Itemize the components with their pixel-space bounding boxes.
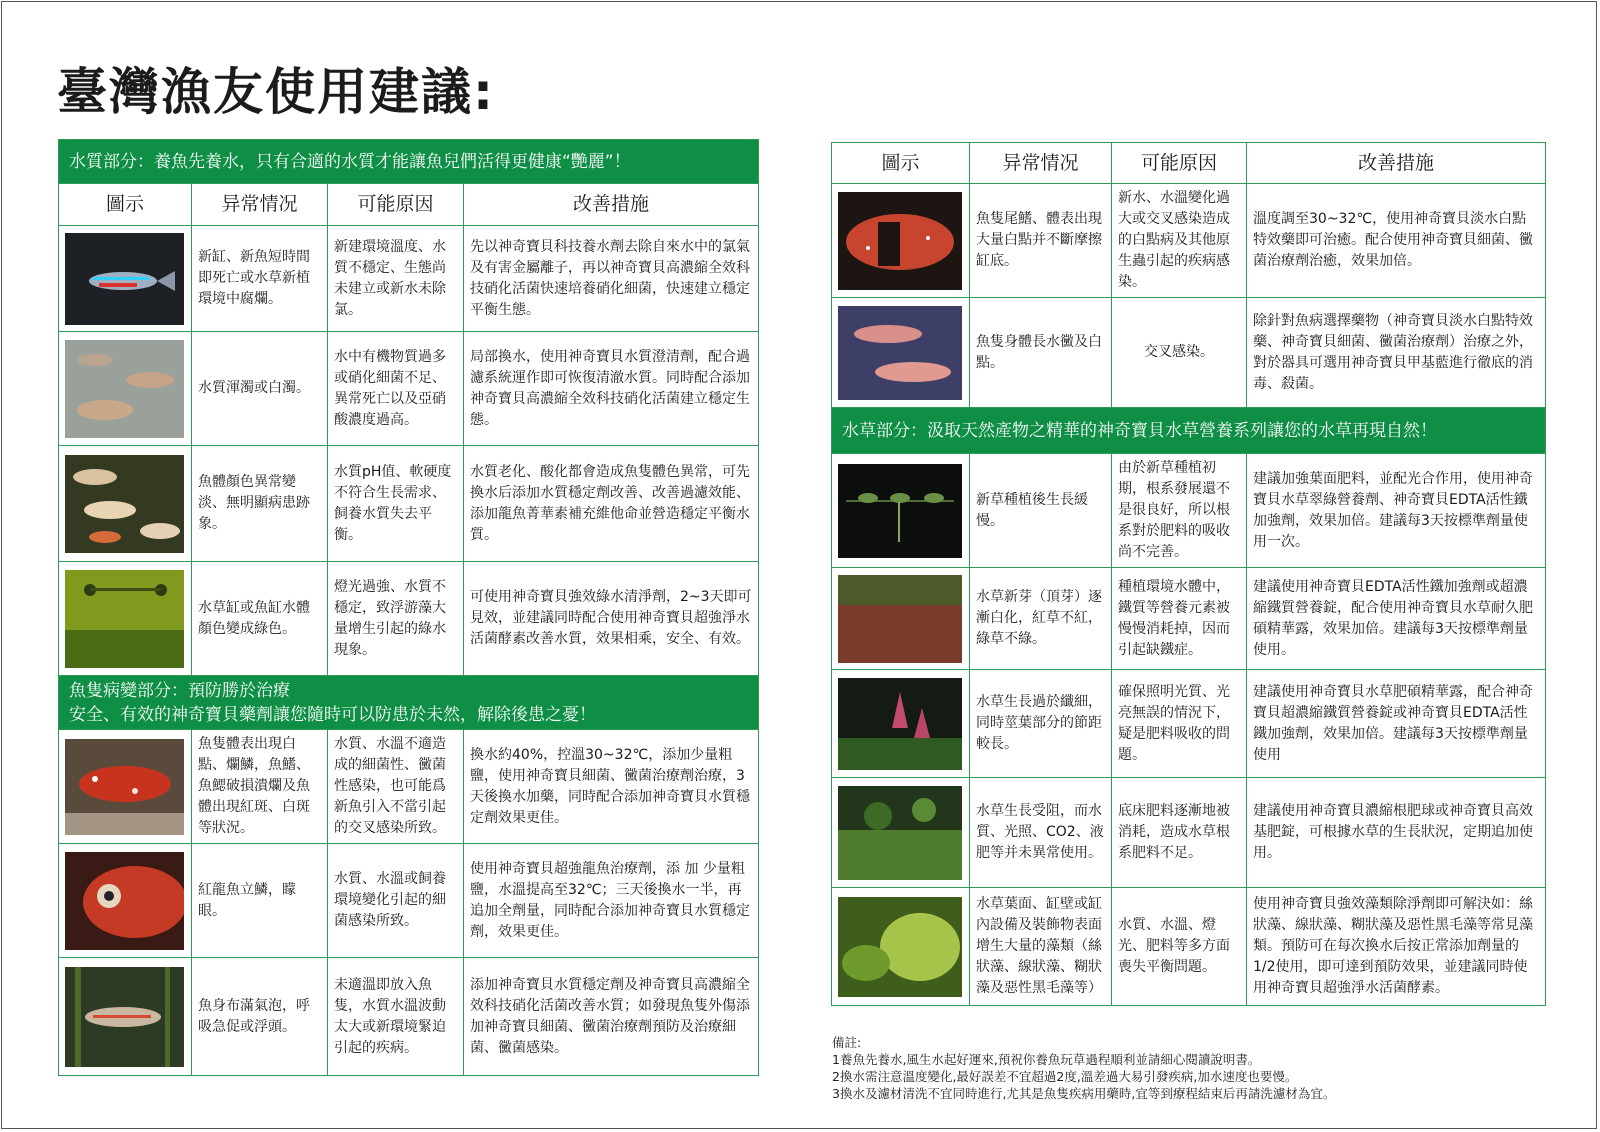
header-image: 圖示 [59, 184, 192, 226]
issue-text: 水草葉面、缸壁或缸內設備及裝飾物表面增生大量的藻類（絲狀藻、線狀藻、糊狀藻及惡性黑毛藻等） [970, 888, 1112, 1006]
header-issue: 异常情况 [970, 143, 1112, 184]
cause-text: 水質、水溫不適造成的細菌性、黴菌性感染，也可能爲新魚引入不當引起的交叉感染所致。 [328, 730, 464, 844]
table-row [832, 454, 1546, 568]
notes [832, 1034, 1572, 1102]
issue-text: 水草生長過於纖細，同時莖葉部分的節距較長。 [970, 670, 1112, 778]
table-row [59, 562, 759, 676]
cause-text: 水中有機物質過多或硝化細菌不足、異常死亡以及亞硝酸濃度過高。 [328, 332, 464, 446]
left-table [58, 139, 759, 1076]
table-row [59, 730, 759, 844]
table-row [59, 226, 759, 332]
plant-section-title: 水草部分：汲取天然產物之精華的神奇寶貝水草營養系列讓您的水草再現自然！ [832, 408, 1546, 454]
fix-text: 建議使用神奇寶貝EDTA活性鐵加強劑或超濃縮鐵質營養錠，配合使用神奇寶貝水草耐久肥碩精華露，效果加倍。建議每3天按標準劑量使用。 [1247, 568, 1546, 670]
header-issue: 异常情况 [192, 184, 328, 226]
table-row [59, 332, 759, 446]
issue-text: 水草新芽（頂芽）逐漸白化，紅草不紅，綠草不綠。 [970, 568, 1112, 670]
right-table [831, 142, 1546, 1006]
cause-text: 底床肥料逐漸地被消耗，造成水草根系肥料不足。 [1112, 778, 1247, 888]
header-fix: 改善措施 [464, 184, 759, 226]
fungus-fish-photo [832, 298, 970, 408]
fix-text: 水質老化、酸化都會造成魚隻體色異常，可先換水后添加水質穩定劑改善、改善過濾效能、添加龍魚菁華素補充維他命並營造穩定平衡水質。 [464, 446, 759, 562]
header-cause: 可能原因 [1112, 143, 1247, 184]
cause-text: 燈光過強、水質不穩定，致浮游藻大量增生引起的綠水現象。 [328, 562, 464, 676]
issue-text: 新缸、新魚短時間即死亡或水草新植環境中腐爛。 [192, 226, 328, 332]
table-row [59, 844, 759, 958]
cause-text: 種植環境水體中，鐵質等營養元素被慢慢消耗掉，因而引起缺鐵症。 [1112, 568, 1247, 670]
fix-text: 溫度調至30~32℃，使用神奇寶貝淡水白點特效藥即可治癒。配合使用神奇寶貝細菌、黴菌治療劑治癒，效果加倍。 [1247, 184, 1546, 298]
fix-text: 使用神奇寶貝超強龍魚治療劑，添 加 少量粗鹽，水溫提高至32℃；三天後換水一半，再追加全劑量，同時配合添加神奇寶貝水質穩定劑，效果更佳。 [464, 844, 759, 958]
disease-section-line1: 魚隻病變部分：預防勝於治療 [69, 680, 290, 701]
issue-text: 魚隻尾鰭、體表出現大量白點并不斷摩擦缸底。 [970, 184, 1112, 298]
table-row [832, 184, 1546, 298]
table-row [832, 888, 1546, 1006]
stunted-plant-photo [832, 778, 970, 888]
new-plant-photo [832, 454, 970, 568]
cloudy-water-photo [59, 332, 192, 446]
note-item: 3換水及濾材清洗不宜同時進行,尤其是魚隻疾病用藥時,宜等到療程結束后再請洗濾材為宜。 [832, 1086, 1336, 1101]
disease-section-title [59, 676, 759, 730]
fix-text: 添加神奇寶貝水質穩定劑及神奇寶貝高濃縮全效科技硝化活菌改善水質；如發現魚隻外傷添加神奇寶貝細菌、黴菌治療劑預防及治療細菌、黴菌感染。 [464, 958, 759, 1076]
fix-text: 建議使用神奇寶貝水草肥碩精華露，配合神奇寶貝超濃縮鐵質營養錠或神奇寶貝EDTA活性鐵加強劑，效果加倍。建議每3天按標準劑量使用 [1247, 670, 1546, 778]
table-row [832, 670, 1546, 778]
fix-text: 建議加強葉面肥料，並配光合作用，使用神奇寶貝水草翠綠營養劑、神奇寶貝EDTA活性鐵加強劑，效果加倍。建議每3天按標準劑量使用一次。 [1247, 454, 1546, 568]
issue-text: 水草生長受阻，而水質、光照、CO2、液肥等并未異常使用。 [970, 778, 1112, 888]
bubble-fish-photo [59, 958, 192, 1076]
issue-text: 紅龍魚立鱗，矇眼。 [192, 844, 328, 958]
cause-text: 確保照明光質、光亮無誤的情況下，疑是肥料吸收的問題。 [1112, 670, 1247, 778]
algae-photo [832, 888, 970, 1006]
cause-text: 水質pH值、軟硬度不符合生長需求、飼養水質失去平衡。 [328, 446, 464, 562]
cause-text: 由於新草種植初期，根系發展還不是很良好，所以根系對於肥料的吸收尚不完善。 [1112, 454, 1247, 568]
issue-text: 魚隻體表出現白點、爛鱗，魚鰭、魚鰓破損潰爛及魚體出現紅斑、白斑等狀況。 [192, 730, 328, 844]
table-row [59, 958, 759, 1076]
slender-plant-photo [832, 670, 970, 778]
fish-photo [59, 226, 192, 332]
red-arowana-photo [59, 844, 192, 958]
issue-text: 水質渾濁或白濁。 [192, 332, 328, 446]
fix-text: 換水約40%，控溫30~32℃，添加少量粗鹽，使用神奇寶貝細菌、黴菌治療劑治療，3天後換水加藥，同時配合添加神奇寶貝水質穩定劑效果更佳。 [464, 730, 759, 844]
issue-text: 魚身布滿氣泡，呼吸急促或浮頭。 [192, 958, 328, 1076]
cause-text: 新水、水溫變化過大或交叉感染造成的白點病及其他原生蟲引起的疾病感染。 [1112, 184, 1247, 298]
pale-fish-photo [59, 446, 192, 562]
header-fix: 改善措施 [1247, 143, 1546, 184]
fix-text: 局部換水，使用神奇寶貝水質澄清劑，配合過濾系統運作即可恢復清澈水質。同時配合添加神奇寶貝高濃縮全效科技硝化活菌建立穩定生態。 [464, 332, 759, 446]
issue-text: 新草種植後生長緩慢。 [970, 454, 1112, 568]
green-water-photo [59, 562, 192, 676]
fix-text: 先以神奇寶貝科技養水劑去除自來水中的氯氣及有害金屬離子，再以神奇寶貝高濃縮全效科技硝化活菌快速培養硝化細菌，快速建立穩定平衡生態。 [464, 226, 759, 332]
table-row [832, 298, 1546, 408]
issue-text: 魚隻身體長水黴及白點。 [970, 298, 1112, 408]
cause-text: 新建環境溫度、水質不穩定、生態尚未建立或新水未除氯。 [328, 226, 464, 332]
disease-section-line2: 安全、有效的神奇寶貝藥劑讓您隨時可以防患於未然，解除後患之憂！ [69, 704, 596, 725]
water-section-title: 水質部分：養魚先養水，只有合適的水質才能讓魚兒們活得更健康“艷麗”！ [59, 140, 759, 184]
header-cause: 可能原因 [328, 184, 464, 226]
cause-text: 水質、水溫、燈光、肥料等多方面喪失平衡問題。 [1112, 888, 1247, 1006]
issue-text: 水草缸或魚缸水體顏色變成綠色。 [192, 562, 328, 676]
white-spot-fish-photo [832, 184, 970, 298]
table-row [832, 568, 1546, 670]
notes-title: 備註: [832, 1035, 862, 1050]
note-item: 2換水需注意溫度變化,最好誤差不宜超過2度,溫差過大易引發疾病,加水速度也要慢。 [832, 1069, 1298, 1084]
page-title: 臺灣漁友使用建議: [57, 63, 495, 121]
sick-fish-photo [59, 730, 192, 844]
cause-text: 未適溫即放入魚隻，水質水溫波動太大或新環境緊迫引起的疾病。 [328, 958, 464, 1076]
cause-text: 水質、水溫或飼養環境變化引起的細菌感染所致。 [328, 844, 464, 958]
table-row [832, 778, 1546, 888]
header-image: 圖示 [832, 143, 970, 184]
fix-text: 可使用神奇寶貝強效綠水清淨劑，2~3天即可見效，並建議同時配合使用神奇寶貝超強淨水活菌酵素改善水質，效果相乘，安全、有效。 [464, 562, 759, 676]
red-plant-photo [832, 568, 970, 670]
note-item: 1養魚先養水,風生水起好運來,預祝你養魚玩草過程順利並請細心閱讀說明書。 [832, 1052, 1261, 1067]
cause-text: 交叉感染。 [1112, 298, 1247, 408]
fix-text: 建議使用神奇寶貝濃縮根肥球或神奇寶貝高效基肥錠，可根據水草的生長狀況，定期追加使用。 [1247, 778, 1546, 888]
fix-text: 除針對魚病選擇藥物（神奇寶貝淡水白點特效藥、神奇寶貝細菌、黴菌治療劑）治療之外，對於器具可選用神奇寶貝甲基藍進行徹底的消毒、殺菌。 [1247, 298, 1546, 408]
table-row [59, 446, 759, 562]
fix-text: 使用神奇寶貝強效藻類除淨劑即可解決如：絲狀藻、線狀藻、糊狀藻及惡性黑毛藻等常見藻類。預防可在每次換水后按正常添加劑量的1/2使用，即可達到預防效果，並建議同時使用神奇寶貝超強淨水活菌酵素。 [1247, 888, 1546, 1006]
issue-text: 魚體顏色異常變淡、無明顯病患跡象。 [192, 446, 328, 562]
